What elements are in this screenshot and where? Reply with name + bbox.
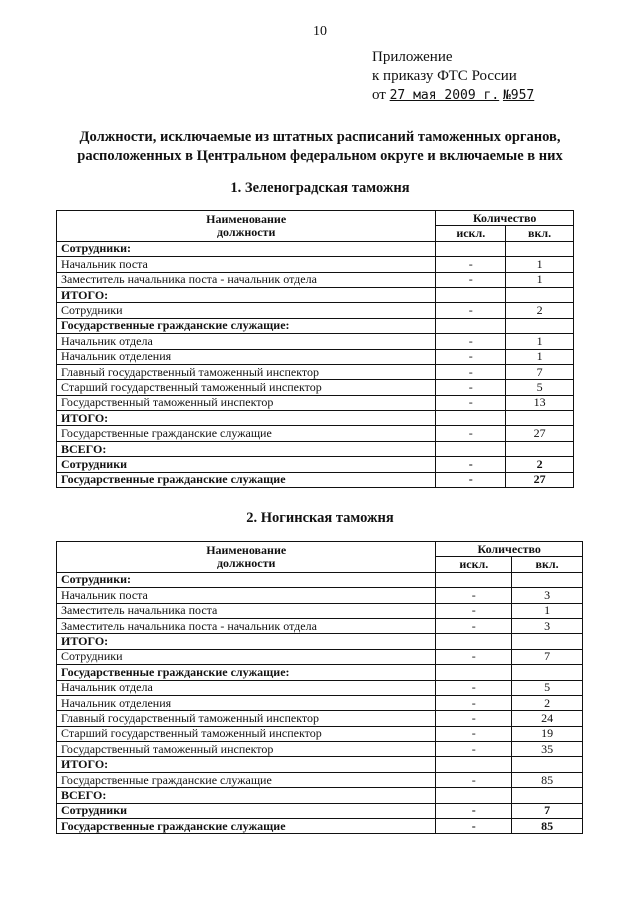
table-row bbox=[57, 680, 583, 695]
incl-value: 3 bbox=[512, 618, 583, 633]
document-title-line1: Должности, исключаемые из штатных расписаний таможенных органов, bbox=[79, 129, 561, 145]
header-name bbox=[57, 542, 436, 573]
excl-value: - bbox=[436, 380, 506, 395]
incl-value: 1 bbox=[512, 603, 583, 618]
incl-value: 85 bbox=[512, 772, 583, 787]
position-name: ИТОГО: bbox=[57, 634, 436, 649]
position-name: Сотрудники: bbox=[57, 241, 436, 256]
positions-table-zelenograd bbox=[56, 210, 574, 488]
position-name: ВСЕГО: bbox=[57, 788, 436, 803]
position-name: Сотрудники bbox=[57, 457, 436, 472]
position-name: ИТОГО: bbox=[57, 287, 436, 302]
appendix-date-line bbox=[372, 86, 534, 105]
table-row bbox=[57, 588, 583, 603]
excl-value: - bbox=[436, 349, 506, 364]
group-row bbox=[57, 318, 574, 333]
excl-value: - bbox=[436, 472, 506, 487]
incl-value: 5 bbox=[506, 380, 574, 395]
incl-value: 1 bbox=[506, 257, 574, 272]
position-name: Начальник отделения bbox=[57, 695, 436, 710]
position-name: ИТОГО: bbox=[57, 411, 436, 426]
table-row bbox=[57, 711, 583, 726]
group-row bbox=[57, 757, 583, 772]
excl-value: - bbox=[436, 303, 506, 318]
table-row bbox=[57, 618, 583, 633]
header-name-line2: должности bbox=[216, 555, 276, 570]
group-row bbox=[57, 441, 574, 456]
table-row bbox=[57, 272, 574, 287]
excl-value: - bbox=[436, 395, 506, 410]
incl-value: 2 bbox=[506, 457, 574, 472]
excl-value bbox=[436, 287, 506, 302]
header-row bbox=[57, 211, 574, 226]
excl-value: - bbox=[436, 695, 512, 710]
header-name bbox=[57, 211, 436, 242]
incl-value: 27 bbox=[506, 472, 574, 487]
position-name: Начальник отдела bbox=[57, 334, 436, 349]
header-name-line1: Наименование bbox=[206, 211, 287, 226]
position-name: Государственный таможенный инспектор bbox=[57, 395, 436, 410]
position-name: Начальник отдела bbox=[57, 680, 436, 695]
position-name: Старший государственный таможенный инспектор bbox=[57, 380, 436, 395]
incl-value: 1 bbox=[506, 334, 574, 349]
incl-value bbox=[512, 788, 583, 803]
total-row bbox=[57, 457, 574, 472]
appendix-date-prefix: от bbox=[372, 87, 386, 103]
position-name: Государственные гражданские служащие: bbox=[57, 665, 436, 680]
incl-value: 35 bbox=[512, 742, 583, 757]
incl-value: 3 bbox=[512, 588, 583, 603]
excl-value: - bbox=[436, 726, 512, 741]
incl-value bbox=[506, 318, 574, 333]
position-name: Государственные гражданские служащие bbox=[57, 426, 436, 441]
excl-value bbox=[436, 318, 506, 333]
position-name: ИТОГО: bbox=[57, 757, 436, 772]
excl-value: - bbox=[436, 803, 512, 818]
header-excl: искл. bbox=[436, 226, 506, 241]
position-name: Начальник поста bbox=[57, 257, 436, 272]
header-excl: искл. bbox=[436, 557, 512, 572]
incl-value: 19 bbox=[512, 726, 583, 741]
appendix-order: к приказу ФТС России bbox=[372, 68, 517, 84]
table-row bbox=[57, 649, 583, 664]
position-name: Заместитель начальника поста - начальник отдела bbox=[57, 618, 436, 633]
positions-table-noginsk bbox=[56, 541, 583, 834]
incl-value bbox=[506, 287, 574, 302]
header-name-line2: должности bbox=[216, 224, 276, 239]
excl-value: - bbox=[436, 819, 512, 834]
total-row bbox=[57, 819, 583, 834]
header-row bbox=[57, 542, 583, 557]
incl-value: 7 bbox=[506, 364, 574, 379]
document-title-line2: расположенных в Центральном федеральном округе и включаемые в них bbox=[77, 148, 563, 164]
section-title-1: 1. Зеленоградская таможня bbox=[230, 180, 410, 196]
excl-value: - bbox=[436, 618, 512, 633]
group-row bbox=[57, 411, 574, 426]
position-name: Государственные гражданские служащие: bbox=[57, 318, 436, 333]
excl-value: - bbox=[436, 742, 512, 757]
position-name: Начальник поста bbox=[57, 588, 436, 603]
table-row bbox=[57, 695, 583, 710]
excl-value bbox=[436, 757, 512, 772]
excl-value: - bbox=[436, 257, 506, 272]
position-name: Старший государственный таможенный инспектор bbox=[57, 726, 436, 741]
group-row bbox=[57, 241, 574, 256]
total-row bbox=[57, 803, 583, 818]
table-row bbox=[57, 334, 574, 349]
header-quantity: Количество bbox=[436, 211, 574, 226]
document-title bbox=[0, 128, 640, 166]
header-name-line1: Наименование bbox=[206, 542, 287, 557]
incl-value bbox=[512, 572, 583, 587]
incl-value: 24 bbox=[512, 711, 583, 726]
incl-value: 1 bbox=[506, 349, 574, 364]
position-name: Государственные гражданские служащие bbox=[57, 819, 436, 834]
table-row bbox=[57, 257, 574, 272]
group-row bbox=[57, 572, 583, 587]
header-incl: вкл. bbox=[512, 557, 583, 572]
position-name: Главный государственный таможенный инспектор bbox=[57, 711, 436, 726]
incl-value: 13 bbox=[506, 395, 574, 410]
excl-value bbox=[436, 572, 512, 587]
excl-value bbox=[436, 634, 512, 649]
table-row bbox=[57, 303, 574, 318]
group-row bbox=[57, 788, 583, 803]
table-row bbox=[57, 772, 583, 787]
position-name: Заместитель начальника поста - начальник отдела bbox=[57, 272, 436, 287]
position-name: Начальник отделения bbox=[57, 349, 436, 364]
position-name: Государственные гражданские служащие bbox=[57, 772, 436, 787]
group-row bbox=[57, 287, 574, 302]
appendix-number: №957 bbox=[502, 88, 535, 103]
group-row bbox=[57, 634, 583, 649]
excl-value: - bbox=[436, 772, 512, 787]
incl-value bbox=[506, 411, 574, 426]
table-row bbox=[57, 603, 583, 618]
table-row bbox=[57, 364, 574, 379]
incl-value: 85 bbox=[512, 819, 583, 834]
position-name: Сотрудники: bbox=[57, 572, 436, 587]
table-row bbox=[57, 426, 574, 441]
excl-value: - bbox=[436, 588, 512, 603]
incl-value bbox=[512, 634, 583, 649]
excl-value bbox=[436, 241, 506, 256]
excl-value: - bbox=[436, 272, 506, 287]
appendix-date: 27 мая 2009 г. bbox=[389, 88, 500, 103]
excl-value: - bbox=[436, 364, 506, 379]
section-title-2: 2. Ногинская таможня bbox=[246, 510, 394, 526]
position-name: Государственный таможенный инспектор bbox=[57, 742, 436, 757]
position-name: Главный государственный таможенный инспектор bbox=[57, 364, 436, 379]
incl-value: 2 bbox=[506, 303, 574, 318]
page-number: 10 bbox=[313, 24, 327, 39]
excl-value: - bbox=[436, 334, 506, 349]
excl-value: - bbox=[436, 457, 506, 472]
incl-value: 7 bbox=[512, 649, 583, 664]
position-name: Государственные гражданские служащие bbox=[57, 472, 436, 487]
appendix-title: Приложение bbox=[372, 49, 453, 65]
incl-value: 2 bbox=[512, 695, 583, 710]
excl-value bbox=[436, 411, 506, 426]
incl-value: 7 bbox=[512, 803, 583, 818]
excl-value: - bbox=[436, 649, 512, 664]
excl-value: - bbox=[436, 680, 512, 695]
table-row bbox=[57, 395, 574, 410]
table-row bbox=[57, 380, 574, 395]
excl-value: - bbox=[436, 603, 512, 618]
incl-value bbox=[512, 757, 583, 772]
position-name: ВСЕГО: bbox=[57, 441, 436, 456]
header-quantity: Количество bbox=[436, 542, 583, 557]
excl-value bbox=[436, 788, 512, 803]
position-name: Заместитель начальника поста bbox=[57, 603, 436, 618]
header-incl: вкл. bbox=[506, 226, 574, 241]
position-name: Сотрудники bbox=[57, 303, 436, 318]
position-name: Сотрудники bbox=[57, 803, 436, 818]
incl-value bbox=[506, 241, 574, 256]
table-row bbox=[57, 726, 583, 741]
incl-value: 27 bbox=[506, 426, 574, 441]
group-row bbox=[57, 665, 583, 680]
incl-value: 1 bbox=[506, 272, 574, 287]
excl-value: - bbox=[436, 711, 512, 726]
table-row bbox=[57, 349, 574, 364]
table-row bbox=[57, 742, 583, 757]
incl-value bbox=[506, 441, 574, 456]
incl-value bbox=[512, 665, 583, 680]
total-row bbox=[57, 472, 574, 487]
incl-value: 5 bbox=[512, 680, 583, 695]
appendix-block bbox=[372, 48, 534, 105]
position-name: Сотрудники bbox=[57, 649, 436, 664]
excl-value bbox=[436, 665, 512, 680]
excl-value bbox=[436, 441, 506, 456]
excl-value: - bbox=[436, 426, 506, 441]
